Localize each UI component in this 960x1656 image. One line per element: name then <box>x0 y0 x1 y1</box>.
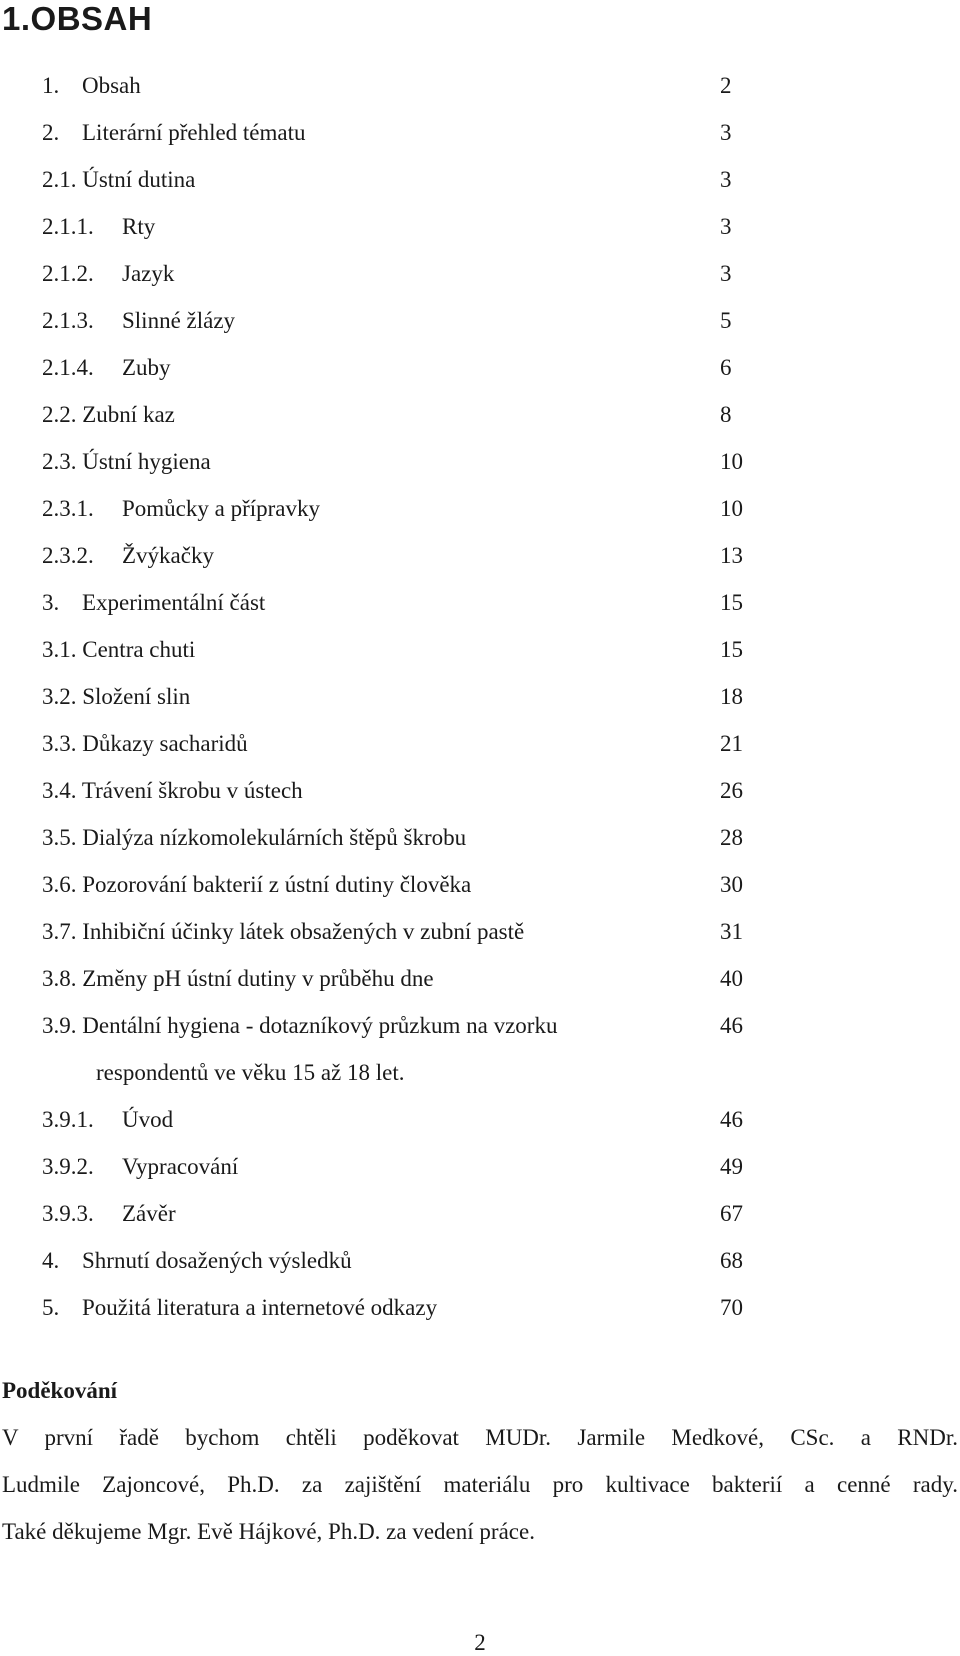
toc-entry-page: 8 <box>720 402 732 427</box>
toc-entry <box>0 156 960 203</box>
toc-entry-title: 3.1. Centra chuti <box>42 637 196 662</box>
toc-entry-title: respondentů ve věku 15 až 18 let. <box>96 1060 405 1085</box>
toc-entry-title: Shrnutí dosažených výsledků <box>82 1248 352 1273</box>
toc-entry-title: Obsah <box>82 73 141 98</box>
toc-entry-page: 21 <box>720 731 743 756</box>
toc-entry-number: 5. <box>42 1295 60 1320</box>
toc-entry-page: 13 <box>720 543 743 568</box>
toc-entry <box>0 391 960 438</box>
toc-entry-page: 3 <box>720 120 732 145</box>
toc-entry-page: 68 <box>720 1248 743 1273</box>
toc-entry-title: 3.8. Změny pH ústní dutiny v průběhu dne <box>42 966 434 991</box>
toc-entry-page: 49 <box>720 1154 743 1179</box>
toc-entry-page: 10 <box>720 496 743 521</box>
toc-entry-number: 2.1.2. <box>42 261 94 286</box>
toc-entry <box>0 344 960 391</box>
toc-entry <box>0 626 960 673</box>
toc-entry-page: 40 <box>720 966 743 991</box>
toc-entry <box>0 1190 960 1237</box>
toc-entry <box>0 720 960 767</box>
toc-entry <box>0 1143 960 1190</box>
toc-entry-page: 46 <box>720 1013 743 1038</box>
toc-entry <box>0 1002 960 1049</box>
toc-entry-page: 30 <box>720 872 743 897</box>
toc-entry-title: Jazyk <box>122 261 175 286</box>
toc-entry-page: 15 <box>720 590 743 615</box>
toc-entry-page: 3 <box>720 214 732 239</box>
toc-entry-page: 26 <box>720 778 743 803</box>
toc-entry <box>0 532 960 579</box>
toc-entry-number: 3.9.1. <box>42 1107 94 1132</box>
toc-entry-title: Rty <box>122 214 156 239</box>
toc-entry-page: 70 <box>720 1295 743 1320</box>
toc-entry-number: 3.9.3. <box>42 1201 94 1226</box>
toc-entry <box>0 1049 960 1096</box>
toc-entry-title: 3.7. Inhibiční účinky látek obsažených v zubní pastě <box>42 919 525 944</box>
toc-entry <box>0 250 960 297</box>
toc-entry <box>0 1284 960 1331</box>
toc-entry-page: 15 <box>720 637 743 662</box>
toc-entry <box>0 814 960 861</box>
toc-entry-title: 3.5. Dialýza nízkomolekulárních štěpů škrobu <box>42 825 467 850</box>
toc-entry <box>0 673 960 720</box>
toc-entry-title: Úvod <box>122 1107 174 1132</box>
toc-entry-page: 3 <box>720 261 732 286</box>
toc-entry-page: 10 <box>720 449 743 474</box>
toc-entry-title: 3.6. Pozorování bakterií z ústní dutiny člověka <box>42 872 472 897</box>
toc-entry-title: Použitá literatura a internetové odkazy <box>82 1295 438 1320</box>
toc-entry <box>0 485 960 532</box>
page-number: 2 <box>474 1630 486 1655</box>
toc-entry-title: 3.2. Složení slin <box>42 684 191 709</box>
acknowledgement-line: Ludmile Zajoncové, Ph.D. za zajištění materiálu pro kultivace bakterií a cenné rady. <box>2 1472 958 1497</box>
acknowledgement-line: V první řadě bychom chtěli poděkovat MUDr. Jarmile Medkové, CSc. a RNDr. <box>2 1425 958 1450</box>
toc-entry-title: 3.9. Dentální hygiena - dotazníkový průzkum na vzorku <box>42 1013 558 1038</box>
toc-entry <box>0 1096 960 1143</box>
toc-entry-title: Experimentální část <box>82 590 266 615</box>
toc-entry-number: 1. <box>42 73 60 98</box>
toc-entry <box>0 62 960 109</box>
toc-entry-page: 5 <box>720 308 732 333</box>
toc-entry-page: 31 <box>720 919 743 944</box>
toc-entry-number: 2. <box>42 120 60 145</box>
toc-entry-title: 2.3. Ústní hygiena <box>42 449 211 474</box>
toc-entry <box>0 861 960 908</box>
toc-entry-page: 67 <box>720 1201 743 1226</box>
toc-entry-title: Závěr <box>122 1201 176 1226</box>
toc-entry-title: Žvýkačky <box>122 543 214 568</box>
toc-entry-number: 3.9.2. <box>42 1154 94 1179</box>
toc-entry-title: 3.4. Trávení škrobu v ústech <box>42 778 303 803</box>
toc-entry-number: 2.3.2. <box>42 543 94 568</box>
toc-entry-page: 6 <box>720 355 732 380</box>
toc-entry-title: Zuby <box>122 355 171 380</box>
toc-entry-title: 2.2. Zubní kaz <box>42 402 175 427</box>
toc-entry-title: 2.1. Ústní dutina <box>42 167 196 192</box>
toc-entry-number: 3. <box>42 590 60 615</box>
toc-entry-page: 2 <box>720 73 732 98</box>
toc-entry-page: 46 <box>720 1107 743 1132</box>
toc-entry <box>0 767 960 814</box>
toc-entry-title: Literární přehled tématu <box>82 120 306 145</box>
table-of-contents <box>0 62 960 1331</box>
toc-entry <box>0 908 960 955</box>
toc-entry <box>0 955 960 1002</box>
toc-entry-number: 2.1.4. <box>42 355 94 380</box>
toc-entry-title: Pomůcky a přípravky <box>122 496 321 521</box>
toc-entry <box>0 1237 960 1284</box>
toc-entry <box>0 438 960 485</box>
toc-entry-title: Slinné žlázy <box>122 308 236 333</box>
toc-entry-number: 4. <box>42 1248 60 1273</box>
toc-entry-page: 18 <box>720 684 743 709</box>
toc-entry-number: 2.1.1. <box>42 214 94 239</box>
acknowledgement-line: Také děkujeme Mgr. Evě Hájkové, Ph.D. za vedení práce. <box>2 1519 535 1544</box>
toc-entry <box>0 297 960 344</box>
toc-entry <box>0 579 960 626</box>
toc-entry <box>0 203 960 250</box>
toc-entry <box>0 109 960 156</box>
toc-entry-page: 3 <box>720 167 732 192</box>
toc-entry-number: 2.3.1. <box>42 496 94 521</box>
toc-entry-title: Vypracování <box>122 1154 239 1179</box>
toc-entry-title: 3.3. Důkazy sacharidů <box>42 731 248 756</box>
toc-entry-page: 28 <box>720 825 743 850</box>
acknowledgement-title: Poděkování <box>2 1378 118 1403</box>
page-heading: 1.OBSAH <box>2 0 153 37</box>
toc-entry-number: 2.1.3. <box>42 308 94 333</box>
